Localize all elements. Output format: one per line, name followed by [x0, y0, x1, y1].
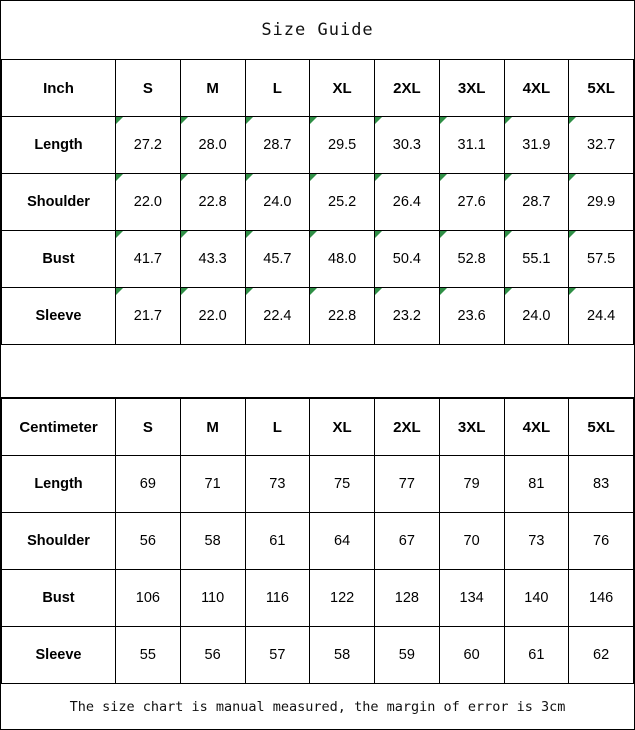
- measure-value: 21.7: [116, 288, 181, 345]
- measure-value: 67: [375, 513, 440, 570]
- measure-value: 24.0: [504, 288, 569, 345]
- measurement-disclaimer: The size chart is manual measured, the margin of error is 3cm: [69, 698, 566, 715]
- table-row: [2, 174, 634, 231]
- measure-value: 75: [310, 456, 375, 513]
- measure-value: 31.1: [439, 117, 504, 174]
- size-column-header: XL: [310, 399, 375, 456]
- measure-value: 27.6: [439, 174, 504, 231]
- measure-value: 77: [375, 456, 440, 513]
- size-column-header: 2XL: [375, 60, 440, 117]
- measure-value: 43.3: [180, 231, 245, 288]
- measure-value: 60: [439, 627, 504, 684]
- size-column-header: 5XL: [569, 399, 634, 456]
- measure-value: 28.7: [504, 174, 569, 231]
- measure-value: 48.0: [310, 231, 375, 288]
- measure-value: 73: [245, 456, 310, 513]
- table-row: [2, 570, 634, 627]
- measure-value: 128: [375, 570, 440, 627]
- unit-label-centimeter: Centimeter: [2, 399, 116, 456]
- measure-label: Length: [2, 117, 116, 174]
- measure-value: 22.8: [310, 288, 375, 345]
- table-row: [2, 627, 634, 684]
- table-header-row: [2, 399, 634, 456]
- measure-value: 61: [245, 513, 310, 570]
- centimeter-table-header: [2, 399, 634, 456]
- size-column-header: M: [180, 60, 245, 117]
- measure-value: 22.0: [116, 174, 181, 231]
- measure-value: 134: [439, 570, 504, 627]
- measure-value: 110: [180, 570, 245, 627]
- inch-table-wrapper: [1, 59, 634, 345]
- measure-value: 62: [569, 627, 634, 684]
- measure-value: 25.2: [310, 174, 375, 231]
- measure-value: 56: [116, 513, 181, 570]
- measure-value: 23.2: [375, 288, 440, 345]
- measure-value: 58: [180, 513, 245, 570]
- measure-value: 55: [116, 627, 181, 684]
- size-column-header: 4XL: [504, 399, 569, 456]
- measure-value: 59: [375, 627, 440, 684]
- page-title: Size Guide: [261, 20, 374, 40]
- measure-value: 81: [504, 456, 569, 513]
- table-row: [2, 456, 634, 513]
- inch-table-header: [2, 60, 634, 117]
- measure-value: 31.9: [504, 117, 569, 174]
- measure-value: 29.5: [310, 117, 375, 174]
- measure-value: 69: [116, 456, 181, 513]
- measure-value: 24.0: [245, 174, 310, 231]
- measure-value: 71: [180, 456, 245, 513]
- measure-value: 41.7: [116, 231, 181, 288]
- measure-value: 22.4: [245, 288, 310, 345]
- measure-value: 24.4: [569, 288, 634, 345]
- measure-label: Bust: [2, 570, 116, 627]
- measure-value: 106: [116, 570, 181, 627]
- measure-value: 76: [569, 513, 634, 570]
- table-row: [2, 231, 634, 288]
- measure-value: 64: [310, 513, 375, 570]
- measure-value: 22.0: [180, 288, 245, 345]
- table-row: [2, 288, 634, 345]
- measure-value: 56: [180, 627, 245, 684]
- measure-value: 79: [439, 456, 504, 513]
- centimeter-table-body: [2, 456, 634, 684]
- measure-value: 29.9: [569, 174, 634, 231]
- size-table-centimeter: [1, 398, 634, 684]
- size-column-header: 4XL: [504, 60, 569, 117]
- measure-label: Length: [2, 456, 116, 513]
- table-row: [2, 117, 634, 174]
- size-column-header: 5XL: [569, 60, 634, 117]
- table-separator: [1, 345, 634, 398]
- measure-value: 26.4: [375, 174, 440, 231]
- measure-label: Sleeve: [2, 627, 116, 684]
- measure-value: 57.5: [569, 231, 634, 288]
- measure-value: 22.8: [180, 174, 245, 231]
- measure-value: 50.4: [375, 231, 440, 288]
- measure-value: 73: [504, 513, 569, 570]
- measure-label: Sleeve: [2, 288, 116, 345]
- centimeter-table-wrapper: [1, 398, 634, 684]
- size-column-header: S: [116, 60, 181, 117]
- measure-label: Shoulder: [2, 174, 116, 231]
- size-column-header: M: [180, 399, 245, 456]
- measure-value: 32.7: [569, 117, 634, 174]
- table-header-row: [2, 60, 634, 117]
- measure-value: 122: [310, 570, 375, 627]
- size-column-header: XL: [310, 60, 375, 117]
- measure-value: 28.0: [180, 117, 245, 174]
- measure-value: 70: [439, 513, 504, 570]
- size-column-header: L: [245, 399, 310, 456]
- measure-value: 23.6: [439, 288, 504, 345]
- measure-value: 58: [310, 627, 375, 684]
- size-column-header: 3XL: [439, 399, 504, 456]
- size-column-header: L: [245, 60, 310, 117]
- size-column-header: S: [116, 399, 181, 456]
- measure-label: Bust: [2, 231, 116, 288]
- measure-value: 55.1: [504, 231, 569, 288]
- size-column-header: 3XL: [439, 60, 504, 117]
- measure-value: 45.7: [245, 231, 310, 288]
- table-row: [2, 513, 634, 570]
- measure-value: 28.7: [245, 117, 310, 174]
- size-table-inch: [1, 59, 634, 345]
- measure-value: 146: [569, 570, 634, 627]
- measure-value: 61: [504, 627, 569, 684]
- unit-label-inch: Inch: [2, 60, 116, 117]
- measure-value: 116: [245, 570, 310, 627]
- size-column-header: 2XL: [375, 399, 440, 456]
- measure-value: 52.8: [439, 231, 504, 288]
- measure-value: 57: [245, 627, 310, 684]
- inch-table-body: [2, 117, 634, 345]
- measure-value: 27.2: [116, 117, 181, 174]
- measure-value: 83: [569, 456, 634, 513]
- measure-value: 30.3: [375, 117, 440, 174]
- measure-label: Shoulder: [2, 513, 116, 570]
- measure-value: 140: [504, 570, 569, 627]
